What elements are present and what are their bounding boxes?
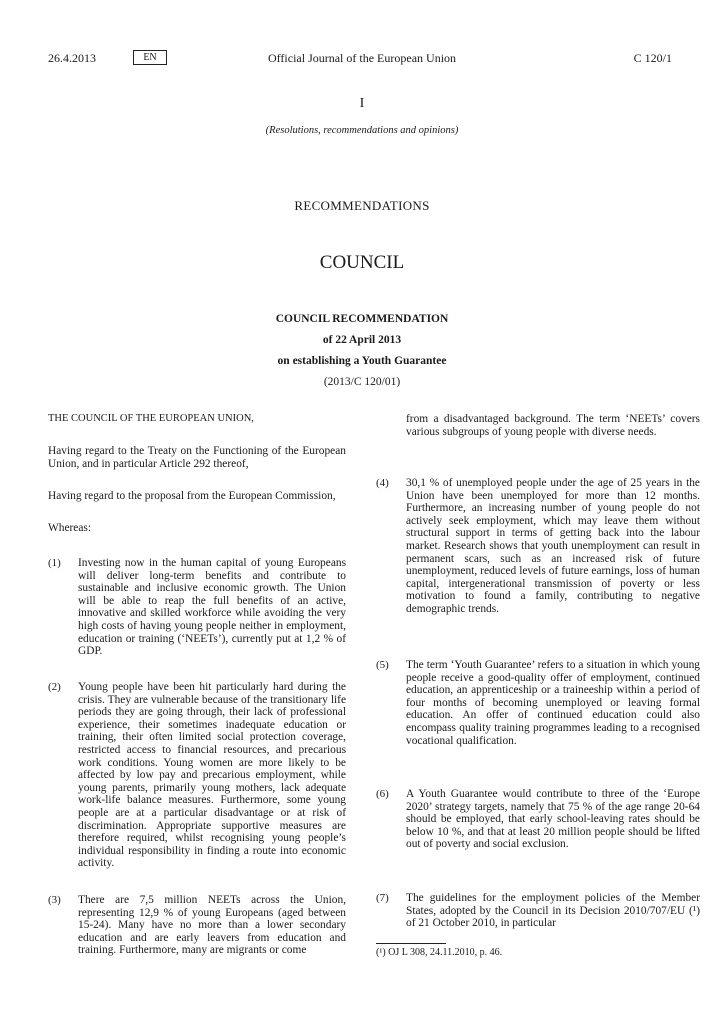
act-reference: (2013/C 120/01) [323,376,401,388]
act-date: of 22 April 2013 [322,334,402,346]
preamble-authority: THE COUNCIL OF THE EUROPEAN UNION, [48,413,254,424]
recital-3-continued [376,413,700,453]
preamble-having-regard-treaty: Having regard to the Treaty on the Functioning of the European Union, and in particular Article 292 thereof, [48,445,346,470]
preamble-whereas: Whereas: [48,522,92,534]
recital-text: The term ‘Youth Guarantee’ refers to a situation in which young people receive a good-quality offer of employment, continued education, an apprenticeship or a traineeship within a period of four months of becoming unemployed or leaving formal education. An offer of continued education could also encompass quality training programmes leading to a recognised vocational qualification. [406,659,700,747]
recital-text: The guidelines for the employment policies of the Member States, adopted by the Council in its Decision 2010/707/EU (¹) of 21 October 2010, in particular [406,892,700,930]
recital-text: Young people have been hit particularly hard during the crisis. They are vulnerable because of the transitionary life periods they are going through, their lack of professional experience, their sometimes inadequate education or training, their often limited social protection coverage, restricted access to financial resources, and precarious work conditions. Young women are more likely to be affected by low pay and precarious employment, while young parents, primarily young mothers, lack adequate work-life balance measures. Furthermore, some young people are at a particular disadvantage or at risk of discrimination. Appropriate supportive measures are therefore required, whilst recognising young people’s individual responsibility in finding a route into economic activity. [78,681,346,870]
recital-text: 30,1 % of unemployed people under the age of 25 years in the Union have been unemployed for more than 12 months. Furthermore, an increasing number of young people do not actively seek employment, which may leave them without structural support in terms of getting back into the labour market. Research shows that youth unemployment can result in permanent scars, such as an increased risk of future unemployment, reduced levels of future earnings, loss of human capital, intergenerational transmission of poverty or less motivation to found a family, contributing to negative demographic trends. [406,477,700,615]
recital-1 [48,557,346,667]
footnote-separator [376,943,446,944]
section-number: I [359,96,365,111]
category-heading: RECOMMENDATIONS [294,198,430,213]
recital-number: (4) [376,477,389,489]
journal-name: Official Journal of the European Union [267,51,457,65]
recital-2 [48,681,346,871]
recital-text: from a disadvantaged background. The term ‘NEETs’ covers various subgroups of young people with diverse needs. [406,413,700,438]
recital-number: (5) [376,659,389,671]
footnote: (¹) OJ L 308, 24.11.2010, p. 46. [376,947,503,958]
recital-text: A Youth Guarantee would contribute to three of the ‘Europe 2020’ strategy targets, namely that 75 % of the age range 20-64 should be employed, that early school-leaving rates should be below 10 %, and that at least 20 million people should be lifted out of poverty and social exclusion. [406,788,700,851]
recital-3 [48,894,346,964]
language-badge: EN [133,50,167,65]
act-subject: on establishing a Youth Guarantee [277,355,447,367]
act-title: COUNCIL RECOMMENDATION [275,313,449,325]
body-title: COUNCIL [319,252,405,273]
page-reference: C 120/1 [633,51,672,65]
recital-text: Investing now in the human capital of young Europeans will deliver long-term benefits and contribute to sustainable and inclusive economic growth. The Union will be able to reap the full benefits of an active, innovative and skilled workforce while avoiding the very high costs of having young people neither in employment, education or training (‘NEETs’), currently put at 1,2 % of GDP. [78,557,346,658]
recital-number: (3) [48,894,61,906]
recital-number: (2) [48,681,61,693]
recital-number: (1) [48,557,61,569]
preamble-having-regard-proposal: Having regard to the proposal from the European Commission, [48,490,336,502]
recital-5 [376,659,700,769]
recital-number: (6) [376,788,389,800]
recital-text: There are 7,5 million NEETs across the Union, representing 12,9 % of young Europeans (aged between 15-24). Many have no more than a lower secondary education and are early leavers from education and training. Furthermore, many are migrants or come [78,894,346,957]
recital-4 [376,477,700,637]
recital-7 [376,892,700,937]
recital-6 [376,788,700,868]
section-subtitle: (Resolutions, recommendations and opinions) [265,125,459,136]
recital-number: (7) [376,892,389,904]
publication-date: 26.4.2013 [48,51,96,65]
